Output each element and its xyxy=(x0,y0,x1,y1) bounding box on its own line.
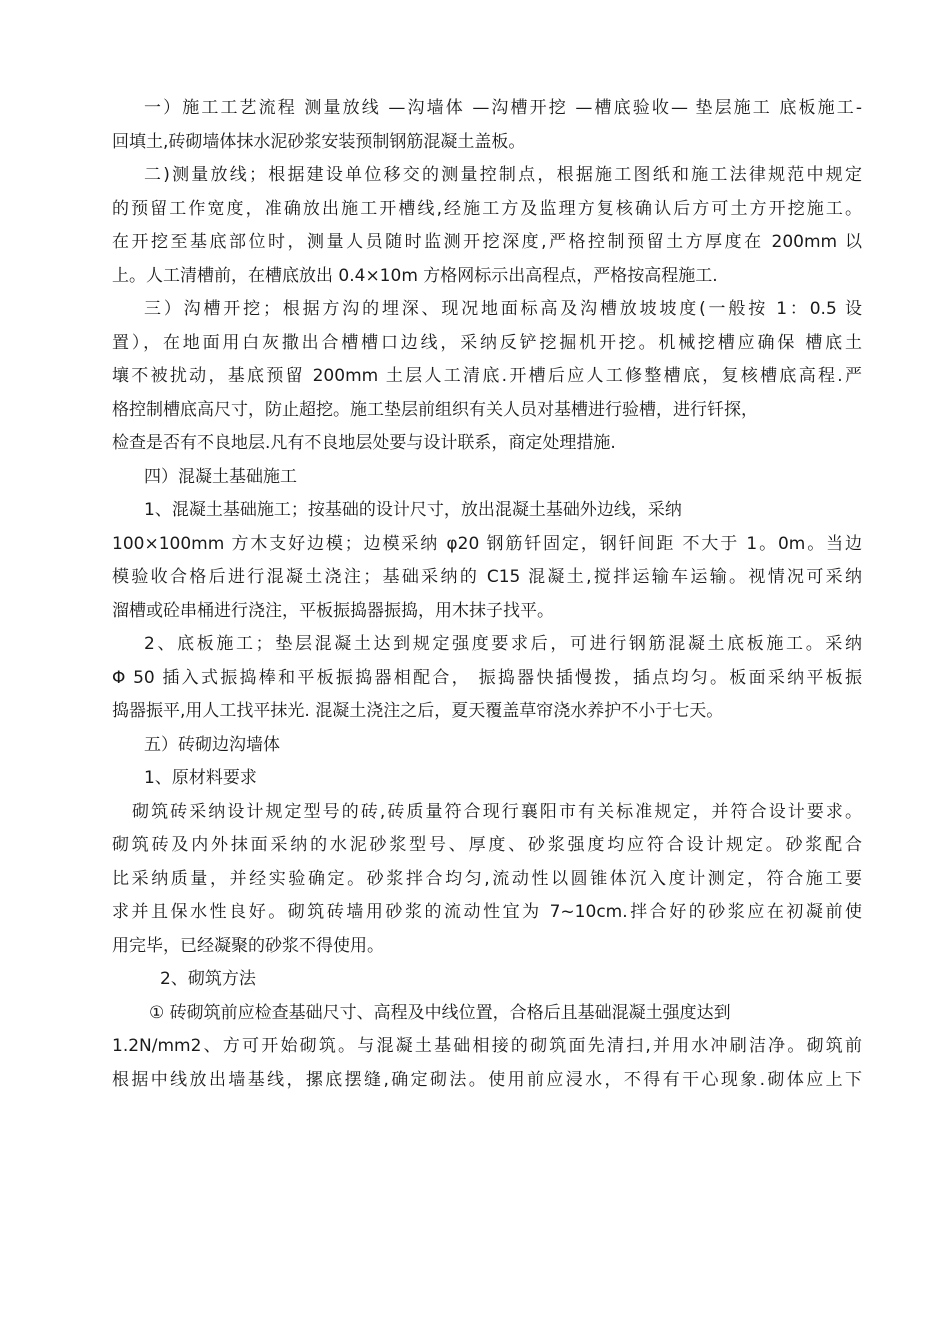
section-heading: 四）混凝土基础施工 xyxy=(144,466,297,487)
paragraph-line: 捣器振平,用人工找平抹光. 混凝土浇注之后，夏天覆盖草帘浇水养护不小于七天。 xyxy=(112,701,724,721)
paragraph-line: 壤不被扰动，基底预留 200mm 土层人工清底.开槽后应人工修整槽底，复核槽底高程.严 xyxy=(112,366,862,386)
paragraph-line: 100×100mm 方木支好边模；边模采纳 φ20 钢筋钎固定，钢钎间距 不大于 1。0m。当边 xyxy=(112,533,862,554)
paragraph-line: 在开挖至基底部位时，测量人员随时监测开挖深度,严格控制预留土方厚度在 200mm 以 xyxy=(112,232,862,252)
subsection-heading: 2、砌筑方法 xyxy=(160,969,256,989)
paragraph-line: 三）沟槽开挖；根据方沟的埋深、现况地面标高及沟槽放坡坡度(一般按 1：0.5 设 xyxy=(144,299,862,319)
paragraph-line: 一）施工工艺流程 测量放线 —沟墙体 —沟槽开挖 —槽底验收— 垫层施工 底板施工- xyxy=(144,98,862,118)
paragraph-line: 砌筑砖采纳设计规定型号的砖,砖质量符合现行襄阳市有关标准规定，并符合设计要求。 xyxy=(132,801,862,822)
paragraph-line: ① 砖砌筑前应检查基础尺寸、高程及中线位置，合格后且基础混凝土强度达到 xyxy=(149,1002,731,1023)
paragraph-line: 2、底板施工；垫层混凝土达到规定强度要求后，可进行钢筋混凝土底板施工。采纳 xyxy=(144,634,862,654)
paragraph-line: 用完毕，已经凝聚的砂浆不得使用。 xyxy=(112,935,384,956)
paragraph-line: 求并且保水性良好。砌筑砖墙用砂浆的流动性宜为 7~10cm.拌合好的砂浆应在初凝前使 xyxy=(112,902,862,922)
paragraph-line: 模验收合格后进行混凝土浇注；基础采纳的 C15 混凝土,搅拌运输车运输。视情况可采纳 xyxy=(112,567,862,587)
paragraph-line: 检查是否有不良地层.凡有不良地层处要与设计联系，商定处理措施. xyxy=(112,433,616,453)
subsection-heading: 1、原材料要求 xyxy=(144,768,257,788)
paragraph-line: 二)测量放线；根据建设单位移交的测量控制点，根据施工图纸和施工法律规范中规定 xyxy=(144,165,862,185)
paragraph-line: 上。人工清槽前，在槽底放出 0.4×10m 方格网标示出高程点，严格按高程施工. xyxy=(112,265,718,286)
paragraph-line: 的预留工作宽度，准确放出施工开槽线,经施工方及监理方复核确认后方可土方开挖施工。 xyxy=(112,198,862,219)
paragraph-line: 回填土,砖砌墙体抹水泥砂浆安装预制钢筋混凝土盖板。 xyxy=(112,131,526,152)
paragraph-line: Φ 50 插入式振捣棒和平板振捣器相配合， 振捣器快插慢拨，插点均匀。板面采纳平板振 xyxy=(112,667,862,688)
paragraph-line: 格控制槽底高尺寸，防止超挖。施工垫层前组织有关人员对基槽进行验槽，进行钎探， xyxy=(112,399,758,420)
section-heading: 五）砖砌边沟墙体 xyxy=(144,734,280,755)
paragraph-line: 置），在地面用白灰撒出合槽槽口边线，采纳反铲挖掘机开挖。机械挖槽应确保 槽底土 xyxy=(112,332,862,353)
paragraph-line: 比采纳质量，并经实验确定。砂浆拌合均匀,流动性以圆锥体沉入度计测定，符合施工要 xyxy=(112,868,862,889)
paragraph-line: 砌筑砖及内外抹面采纳的水泥砂浆型号、厚度、砂浆强度均应符合设计规定。砂浆配合 xyxy=(112,835,862,855)
document-body xyxy=(112,92,862,1097)
paragraph-line: 溜槽或砼串桶进行浇注，平板振捣器振捣，用木抹子找平。 xyxy=(112,600,554,621)
paragraph-line: 1.2N/mm2、方可开始砌筑。与混凝土基础相接的砌筑面先清扫,并用水冲刷洁净。砌筑前 xyxy=(112,1036,862,1056)
paragraph-line: 根据中线放出墙基线，摞底摆缝,确定砌法。使用前应浸水，不得有干心现象.砌体应上下 xyxy=(112,1069,862,1090)
paragraph-line: 1、混凝土基础施工；按基础的设计尺寸，放出混凝土基础外边线，采纳 xyxy=(144,500,682,520)
